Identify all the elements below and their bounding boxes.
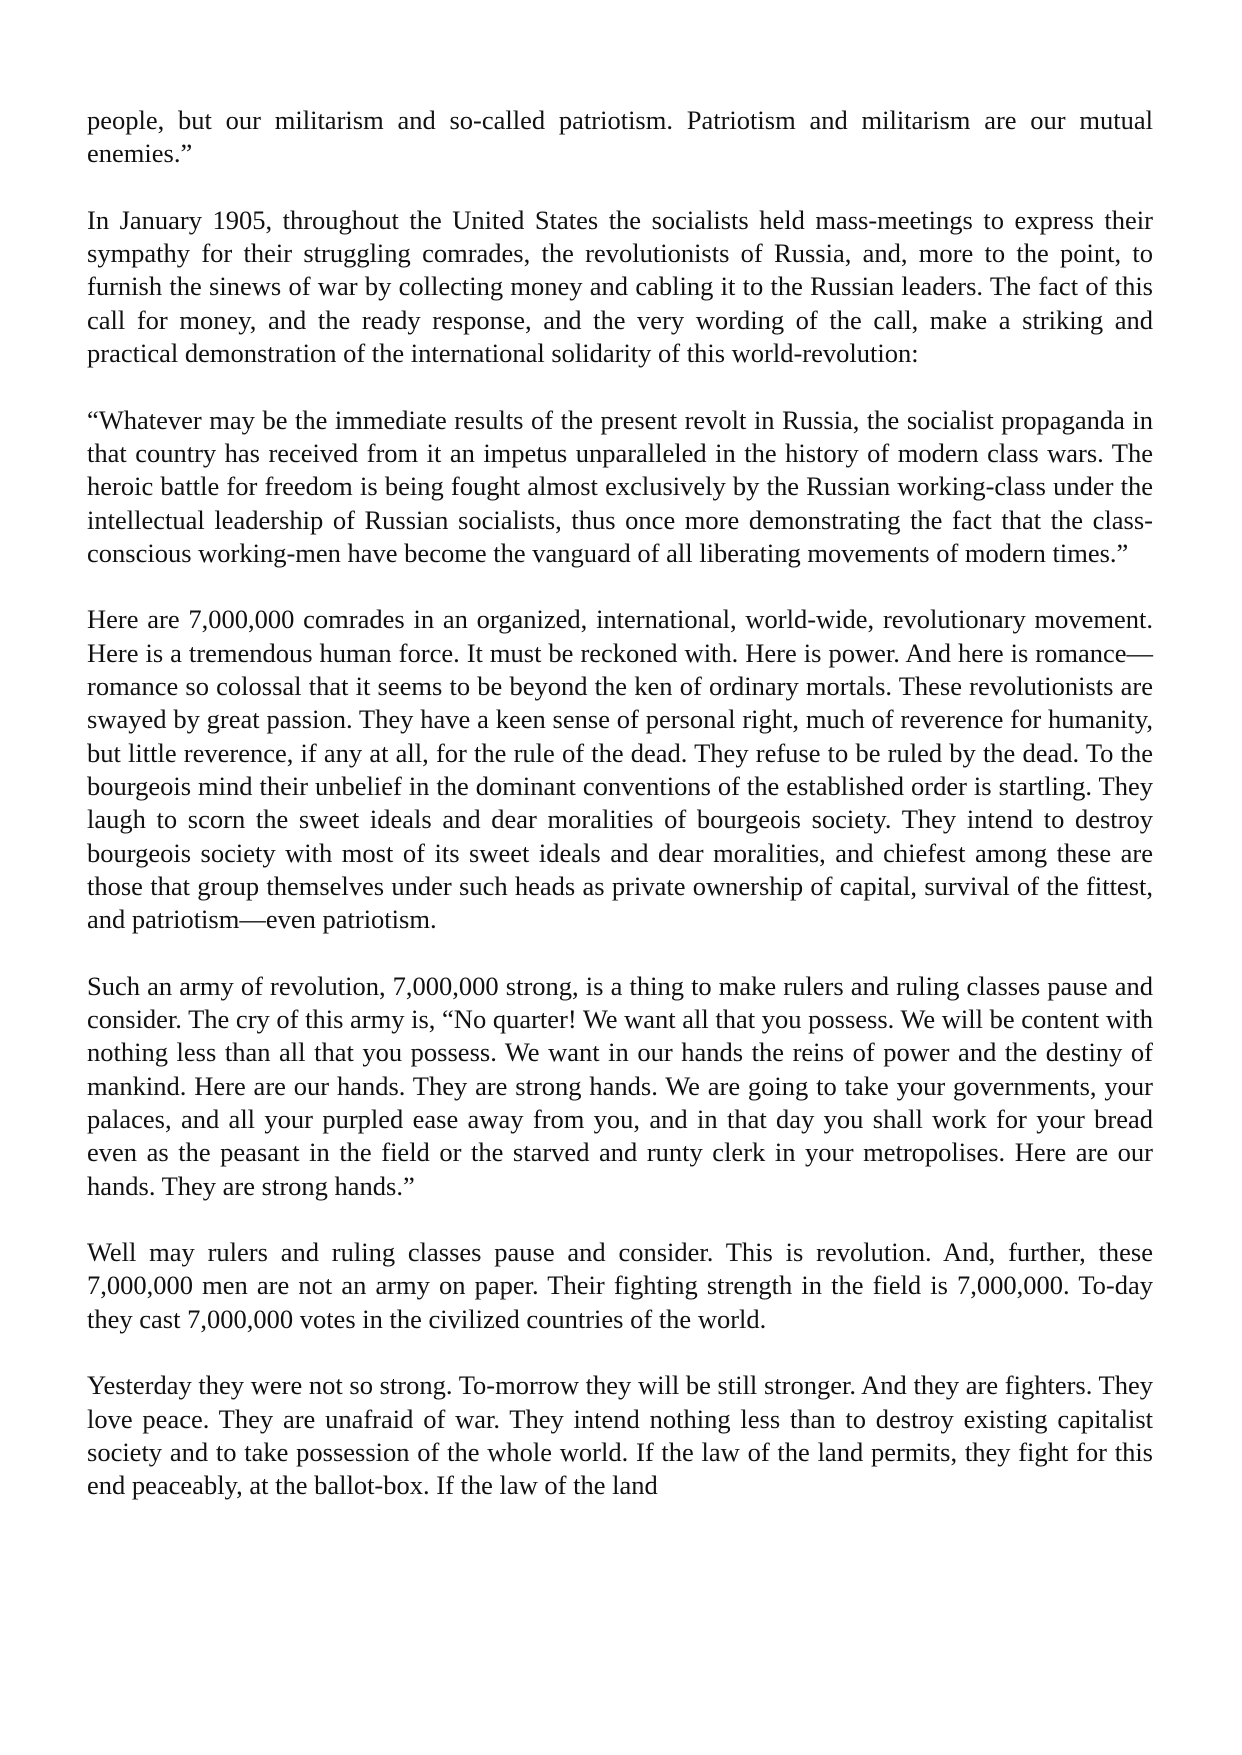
paragraph-7: Yesterday they were not so strong. To-morrow they will be still stronger. And they are fighters. They love peace. They are unafraid of war. They intend nothing less than to destroy existing capitalist society and to take possession of the whole world. If the law of the land permits, they fight for this end peaceably, at the ballot-box. If the law of the land: [87, 1370, 1153, 1501]
paragraph-5: Such an army of revolution, 7,000,000 strong, is a thing to make rulers and ruling classes pause and consider. The cry of this army is, “No quarter! We want all that you possess. We will be content with nothing less than all that you possess. We want in our hands the reins of power and the destiny of mankind. Here are our hands. They are strong hands. We are going to take your governments, your palaces, and all your purpled ease away from you, and in that day you shall work for your bread even as the peasant in the field or the starved and runty clerk in your metropolises. Here are our hands. They are strong hands.”: [87, 970, 1153, 1201]
paragraph-3: “Whatever may be the immediate results of the present revolt in Russia, the socialist propaganda in that country has received from it an impetus unparalleled in the history of modern class wars. The heroic battle for freedom is being fought almost exclusively by the Russian working-class under the intellectual leadership of Russian socialists, thus once more demonstrating the fact that the class-conscious working-men have become the vanguard of all liberating movements of modern times.”: [87, 404, 1153, 568]
paragraph-1: people, but our militarism and so-called patriotism. Patriotism and militarism are our mutual enemies.”: [87, 105, 1153, 169]
paragraph-6: Well may rulers and ruling classes pause and consider. This is revolution. And, further, these 7,000,000 men are not an army on paper. Their fighting strength in the field is 7,000,000. To-day they cast 7,000,000 votes in the civilized countries of the world.: [87, 1237, 1153, 1334]
document-page: [87, 104, 1153, 1502]
paragraph-2: In January 1905, throughout the United States the socialists held mass-meetings to express their sympathy for their struggling comrades, the revolutionists of Russia, and, more to the point, to furnish the sinews of war by collecting money and cabling it to the Russian leaders. The fact of this call for money, and the ready response, and the very wording of the call, make a striking and practical demonstration of the international solidarity of this world-revolution:: [87, 204, 1153, 369]
paragraph-4: Here are 7,000,000 comrades in an organized, international, world-wide, revolutionary movement. Here is a tremendous human force. It must be reckoned with. Here is power. And here is romance—romance so colossal that it seems to be beyond the ken of ordinary mortals. These revolutionists are swayed by great passion. They have a keen sense of personal right, much of reverence for humanity, but little reverence, if any at all, for the rule of the dead. They refuse to be ruled by the dead. To the bourgeois mind their unbelief in the dominant conventions of the established order is startling. They laugh to scorn the sweet ideals and dear moralities of bourgeois society. They intend to destroy bourgeois society with most of its sweet ideals and dear moralities, and chiefest among these are those that group themselves under such heads as private ownership of capital, survival of the fittest, and patriotism—even patriotism.: [87, 604, 1153, 935]
